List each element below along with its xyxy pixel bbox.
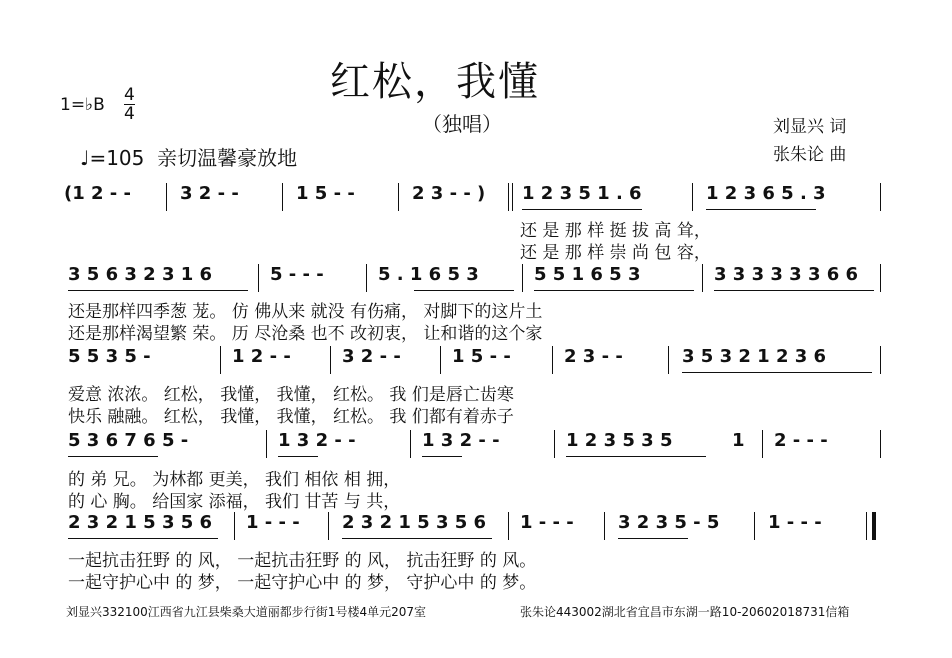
underline — [706, 209, 816, 210]
lyricist-credit: 刘显兴 词 — [773, 117, 847, 137]
lyric-line: 还 是 那 样 挺 拔 高 耸， — [520, 221, 711, 241]
underline — [534, 290, 694, 291]
underline — [566, 456, 706, 457]
final-barline-thick — [872, 512, 876, 540]
underline — [422, 456, 462, 457]
lyricist-address: 刘显兴332100江西省九江县柴桑大道丽都步行街1号楼4单元207室 — [66, 605, 426, 619]
measure: 3 3 3 3 3 3 6 6 — [714, 264, 859, 285]
measure: 1 — [732, 430, 745, 451]
measure: 1 - - - — [768, 512, 822, 533]
barline — [220, 346, 221, 374]
barline — [234, 512, 235, 540]
barline — [512, 183, 513, 211]
lyric-line: 一起守护心中 的 梦， 一起守护心中 的 梦， 守护心中 的 梦。 — [68, 573, 537, 593]
key-signature: 1=♭B — [60, 95, 105, 115]
measure: 2 3 - - — [564, 346, 623, 367]
barline — [508, 512, 509, 540]
underline — [68, 456, 158, 457]
underline — [68, 538, 218, 539]
measure: (1 2 - - — [64, 183, 132, 204]
barline — [754, 512, 755, 540]
tempo-value: =105 — [89, 146, 145, 170]
barline — [554, 430, 555, 458]
barline — [328, 512, 329, 540]
measure: 2 3 - - ) — [412, 183, 486, 204]
lyric-line: 一起抗击狂野 的 风， 一起抗击狂野 的 风， 抗击狂野 的 风。 — [68, 551, 537, 571]
underline — [522, 209, 642, 210]
score-row-1 — [62, 183, 882, 211]
underline — [342, 538, 492, 539]
lyric-line: 还 是 那 样 崇 尚 包 容， — [520, 243, 711, 263]
barline — [604, 512, 605, 540]
barline — [880, 183, 881, 211]
score-row-4 — [62, 430, 882, 458]
measure: 5 5 1 6 5 3 — [534, 264, 641, 285]
barline — [266, 430, 267, 458]
lyric-line: 还是那样渴望繁 荣。 历 尽沧桑 也不 改初衷， 让和谐的这个家 — [68, 324, 543, 344]
underline — [278, 456, 318, 457]
score-row-2 — [62, 264, 882, 292]
measure: 3 5 3 2 1 2 3 6 — [682, 346, 827, 367]
tempo-marking — [80, 142, 297, 171]
time-signature — [124, 86, 135, 123]
composer-credit: 张朱论 曲 — [773, 145, 847, 165]
measure: 1 5 - - — [296, 183, 355, 204]
score-row-5 — [62, 512, 882, 540]
barline — [692, 183, 693, 211]
measure: 1 3 2 - - — [422, 430, 500, 451]
barline — [552, 346, 553, 374]
lyric-line: 的 弟 兄。 为林都 更美， 我们 相依 相 拥， — [68, 470, 401, 490]
barline — [702, 264, 703, 292]
lyric-line: 快乐 融融。 红松， 我懂， 我懂， 红松。 我 们都有着赤子 — [68, 407, 514, 427]
barline — [762, 430, 763, 458]
barline — [880, 346, 881, 374]
barline — [410, 430, 411, 458]
measure: 1 5 - - — [452, 346, 511, 367]
barline — [166, 183, 167, 211]
barline — [282, 183, 283, 211]
measure: 3 5 6 3 2 3 1 6 — [68, 264, 213, 285]
barline — [508, 183, 509, 211]
barline — [440, 346, 441, 374]
time-signature-bottom: 4 — [124, 104, 135, 124]
measure: 1 - - - — [520, 512, 574, 533]
measure: 1 - - - — [246, 512, 300, 533]
underline — [68, 290, 248, 291]
barline — [398, 183, 399, 211]
score-row-3 — [62, 346, 882, 374]
measure: 5 5 3 5 - — [68, 346, 151, 367]
measure: 2 3 2 1 5 3 5 6 — [342, 512, 487, 533]
measure: 3 2 - - — [180, 183, 239, 204]
expression-text: 亲切温馨豪放地 — [157, 146, 298, 170]
measure: 3 2 - - — [342, 346, 401, 367]
barline — [330, 346, 331, 374]
measure: 1 2 3 5 1 . 6 — [522, 183, 642, 204]
barline — [258, 264, 259, 292]
barline — [522, 264, 523, 292]
barline — [668, 346, 669, 374]
measure: 5 - - - — [270, 264, 324, 285]
underline — [714, 290, 874, 291]
lyric-line: 还是那样四季葱 茏。 仿 佛从来 就没 有伤痛， 对脚下的这片土 — [68, 302, 543, 322]
barline — [366, 264, 367, 292]
lyric-line: 爱意 浓浓。 红松， 我懂， 我懂， 红松。 我 们是唇亡齿寒 — [68, 385, 514, 405]
measure: 1 2 - - — [232, 346, 291, 367]
final-barline-thin — [866, 512, 867, 540]
underline — [414, 290, 514, 291]
measure: 1 3 2 - - — [278, 430, 356, 451]
measure: 1 2 3 6 5 . 3 — [706, 183, 826, 204]
underline — [682, 372, 872, 373]
underline — [618, 538, 688, 539]
barline — [880, 430, 881, 458]
measure: 1 2 3 5 3 5 — [566, 430, 673, 451]
quarter-note-icon: ♩ — [80, 146, 90, 170]
measure: 2 3 2 1 5 3 5 6 — [68, 512, 213, 533]
measure: 5 . 1 6 5 3 — [378, 264, 479, 285]
lyric-line: 的 心 胸。 给国家 添福， 我们 甘苦 与 共， — [68, 492, 401, 512]
composer-address: 张朱论443002湖北省宜昌市东湖一路10-20602018731信箱 — [520, 605, 850, 619]
song-title: 红松，我懂 — [330, 59, 540, 105]
time-signature-top: 4 — [124, 85, 135, 105]
measure: 5 3 6 7 6 5 - — [68, 430, 189, 451]
song-subtitle: （独唱） — [422, 112, 502, 136]
measure: 2 - - - — [774, 430, 828, 451]
measure: 3 2 3 5 - 5 — [618, 512, 720, 533]
barline — [880, 264, 881, 292]
